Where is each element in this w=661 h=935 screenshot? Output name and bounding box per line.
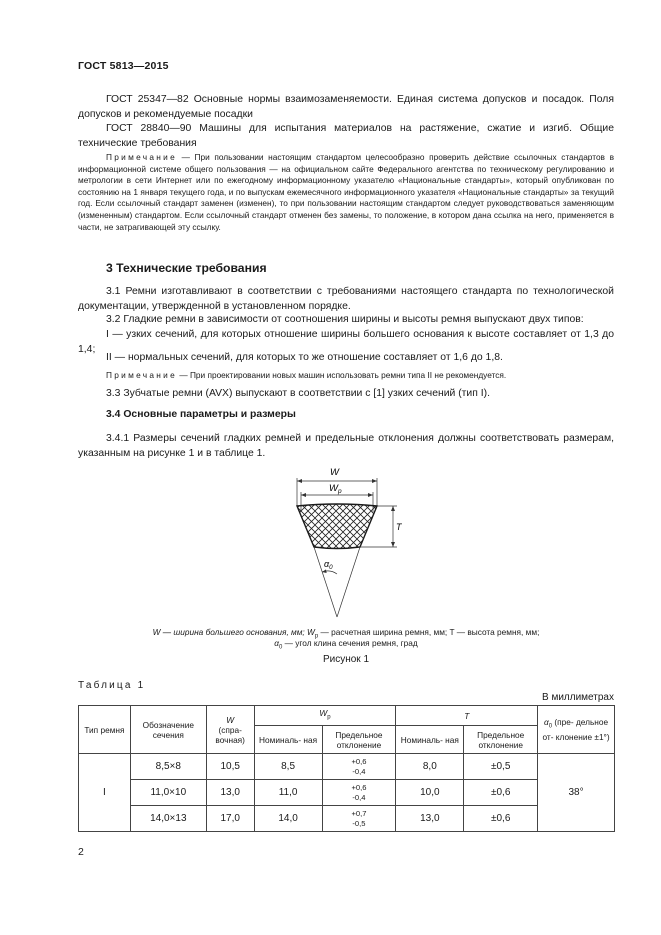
deviation-minus: -0,5 xyxy=(352,818,366,828)
deviation-plus: +0,6 xyxy=(351,782,367,792)
cell-t-nominal: 13,0 xyxy=(396,806,464,832)
figure-legend-line2 xyxy=(78,638,614,654)
deviation-minus: -0,4 xyxy=(352,792,366,802)
paragraph-3-4-1: 3.4.1 Размеры сечений гладких ремней и предельные отклонения должны соответствовать размерам, указанным на рисунке 1 и в таблице 1. xyxy=(78,433,614,459)
note-label: Примечание xyxy=(106,152,178,162)
subsection-title: 3.4 Основные параметры и размеры xyxy=(106,409,296,420)
cell-wp-deviation xyxy=(322,780,396,806)
cell-t-deviation: ±0,6 xyxy=(464,806,538,832)
cell-t-deviation: ±0,6 xyxy=(464,780,538,806)
legend-tail: — расчетная ширина ремня, мм; T — высота ремня, мм; xyxy=(318,627,540,637)
header-w-symbol: W xyxy=(226,714,235,725)
cell-alpha: 38° xyxy=(538,754,615,832)
note-references xyxy=(78,152,614,233)
cell-wp-deviation xyxy=(322,806,396,832)
note-type-2 xyxy=(78,370,614,382)
document-header: ГОСТ 5813—2015 xyxy=(78,60,169,72)
cell-w: 13,0 xyxy=(206,780,254,806)
cell-t-deviation: ±0,5 xyxy=(464,754,538,780)
paragraph-3-1: 3.1 Ремни изготавливают в соответствии с требованиями настоящего стандарта по технологической документации, утвержденной в установленном порядке. xyxy=(78,286,614,312)
label-t: T xyxy=(396,522,402,532)
label-w: W xyxy=(330,467,339,478)
belt-dimensions-table xyxy=(78,705,615,832)
cell-wp-nominal: 11,0 xyxy=(254,780,322,806)
header-wp-deviation: Предельное отклонение xyxy=(322,726,396,754)
label-alpha: $\alpha_0$ xyxy=(324,559,333,571)
cell-designation: 14,0×13 xyxy=(130,806,206,832)
header-t xyxy=(396,706,538,726)
header-alpha-symbol: α xyxy=(544,717,549,728)
cell-w: 10,5 xyxy=(206,754,254,780)
header-t-nominal: Номиналь- ная xyxy=(396,726,464,754)
cell-t-nominal: 10,0 xyxy=(396,780,464,806)
cell-wp-nominal: 14,0 xyxy=(254,806,322,832)
note-text: — При пользовании настоящим стандартом целесообразно проверить действие ссылочных стандартов в информационной системе общего пользования — на официальном сайте Федерального агентства по техническому регулированию и метрологии в сети Интернет или по ежегодному информационному указателю «Национальные стандарты», который опубликован по состоянию на 1 января текущего года, и по выпускам ежемесячного информационного указателя «Национальные стандарты» за текущий год. Если ссылочный стандарт заменен (изменен), то при пользовании настоящим стандартом следует руководствоваться заменяющим (измененным) стандартом. Если ссылочный стандарт отменен без замены, то положение, в котором дана ссылка на него, применяется в части, не затрагивающей эту ссылку. xyxy=(78,152,614,232)
label-wp: $W_p$ xyxy=(329,483,342,495)
legend-alpha-sub: 0 xyxy=(279,644,283,651)
header-wp-symbol: W xyxy=(319,708,328,719)
deviation-plus: +0,7 xyxy=(351,808,367,818)
header-t-deviation: Предельное отклонение xyxy=(464,726,538,754)
header-type: Тип ремня xyxy=(79,706,131,754)
legend-alpha: α xyxy=(274,638,280,648)
cell-designation: 8,5×8 xyxy=(130,754,206,780)
header-alpha-sub: 0 xyxy=(548,723,553,730)
belt-type-1: I — узких сечений, для которых отношение ширины большего основания к высоте составляет от 1,3 до 1,4; xyxy=(78,329,614,355)
cell-designation: 11,0×10 xyxy=(130,780,206,806)
header-wp-sub: p xyxy=(327,714,331,721)
cell-t-nominal: 8,0 xyxy=(396,754,464,780)
section-title: 3 Технические требования xyxy=(106,261,267,275)
legend-alpha-tail: — угол клина сечения ремня, град xyxy=(282,638,418,648)
cell-type: I xyxy=(79,754,131,832)
table-units: В миллиметрах xyxy=(542,692,614,703)
table-row xyxy=(79,806,615,832)
header-alpha xyxy=(538,706,615,754)
cell-wp-nominal: 8,5 xyxy=(254,754,322,780)
header-w-note: (спра- вочная) xyxy=(215,724,245,745)
legend-sub: p xyxy=(314,633,319,640)
header-wp-nominal: Номиналь- ная xyxy=(254,726,322,754)
paragraph-3-2: 3.2 Гладкие ремни в зависимости от соотношения ширины и высоты ремня выпускают двух типов: xyxy=(106,314,584,325)
note2-label: Примечание xyxy=(106,370,178,380)
belt-cross-section-figure xyxy=(280,462,410,624)
table-row xyxy=(79,780,615,806)
cell-wp-deviation xyxy=(322,754,396,780)
cell-w: 17,0 xyxy=(206,806,254,832)
paragraph-3-3: 3.3 Зубчатые ремни (AVX) выпускают в соответствии с [1] узких сечений (тип I). xyxy=(106,388,490,399)
belt-type-2: II — нормальных сечений, для которых то же отношение составляет от 1,6 до 1,8. xyxy=(106,352,503,363)
table-caption: Таблица 1 xyxy=(78,680,146,691)
header-wp xyxy=(254,706,396,726)
figure-title: Рисунок 1 xyxy=(322,654,370,665)
reference-gost-28840: ГОСТ 28840—90 Машины для испытания материалов на растяжение, сжатие и изгиб. Общие технические требования xyxy=(78,123,614,149)
header-alpha-text: (пре- дельное от- клонение ±1°) xyxy=(542,717,610,742)
note2-text: — При проектировании новых машин использовать ремни типа II не рекомендуется. xyxy=(177,370,507,380)
header-designation: Обозначение сечения xyxy=(130,706,206,754)
deviation-plus: +0,6 xyxy=(351,756,367,766)
deviation-minus: -0,4 xyxy=(352,766,366,776)
belt-section-shape xyxy=(297,504,377,549)
reference-gost-25347: ГОСТ 25347—82 Основные нормы взаимозаменяемости. Единая система допусков и посадок. Поля допусков и рекомендуемые посадки xyxy=(78,94,614,120)
header-w xyxy=(206,706,254,754)
table-row xyxy=(79,754,615,780)
header-t-symbol: T xyxy=(464,710,470,721)
legend-part: W — ширина большего основания, мм; W xyxy=(152,627,315,637)
page-number: 2 xyxy=(78,846,84,858)
